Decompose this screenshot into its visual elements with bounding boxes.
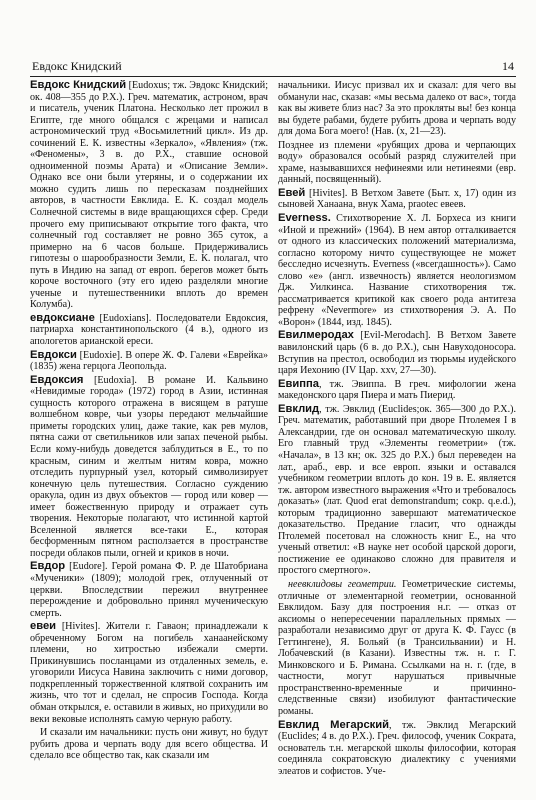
entry-text: [Eudoxus; тж. Эвдокс Книдский; ок. 408—355 до Р.Х.). Греч. математик, астроном, врач и писатель, ученик Платона. Несколько лет прожил в Египте, где много общался с жрецами и написал астрономический труд «Восьмилетний цикл». Из др. сочинений Е. К. известны «Зеркало», «Явления» (тж. «Феномены», 3 в. до Р.Х., ставшие основой одноименной поэмы Арата) и «Описание Земли». Однако все они были утеряны, и о содержании их можно судить лишь по пересказам позднейших авторов, в частности Евклида. Е. К. создал модель Солнечной системы в виде вращающихся сфер. Среди прочего ему приписывают открытие того факта, что солнечный год составляет не ровно 365 суток, а примерно на 6 часов больше. Придерживались гипотезы о шарообразности Земли, Е. К. полагал, что путь в Индию на запад от европ. берегов может быть короче восточного (эту его идею разделяли многие ученые и путешественники вплоть до времен Колумба). xyxy=(30,80,268,311)
dictionary-entry xyxy=(30,80,268,311)
right-column xyxy=(278,80,516,785)
dictionary-entry xyxy=(30,375,268,560)
dictionary-entry xyxy=(278,379,516,402)
entry-headword: евеи xyxy=(30,620,57,633)
entry-headword: евдоксиане xyxy=(30,311,95,324)
entry-headword: Евдокси xyxy=(30,348,77,361)
entry-subterm: неевклидовы геометрии. xyxy=(288,578,397,590)
entry-text: Позднее из племени «рубящих дрова и черпающих воду» образовался особый разряд служителей при храме, называвшихся нефинеями или нетинеями (евр. данный, посвященный). xyxy=(278,139,516,186)
dictionary-entry xyxy=(30,621,268,725)
dictionary-entry xyxy=(30,350,268,373)
entry-text: [Hivites]. Жители г. Гаваон; принадлежали к обреченному Богом на погибель ханаанейскому племени, но хитростью избежали смерти. Прикинувшись посланцами из отдаленных земель, е. уговорили Иисуса Навина заключить с ними договор, подкрепленный торжественной клятвой сохранить им жизнь, что тот и сделал, не спросив Господа. Когда обман открылся, е. оставили в живых, но прихудили во веки вековые исполнять самую черную работу. xyxy=(30,621,268,725)
running-head: Евдокс Книдский xyxy=(32,59,122,73)
entry-text: [Eudoxians]. Последователи Евдоксия, патриарха константинопольского (4 в.), одного из апологетов арианской ереси. xyxy=(30,312,268,348)
entry-headword: Евдор xyxy=(30,560,66,573)
entry-headword: Евей xyxy=(278,186,306,199)
entry-text: [Eudore]. Герой романа Ф. Р. де Шатобриана «Мученики» (1809); молодой грек, отлученный от церкви. Впоследствии пережил внутреннее перерождение и добровольно принял мученическую смерть. xyxy=(30,561,268,619)
dictionary-entry xyxy=(278,188,516,211)
entry-text: [Eudoxia]. В романе И. Кальвино «Невидимые города» (1972) город в Азии, истинная сущность которого отражена в висящем в ратуше волшебном ковре, чьи узоры передают мельчайшие приметы городских улиц, даже такие, как рев мулов, пятна сажи от светильников или запах печеной рыбы. Если кому-нибудь доведется заблудиться в Е., то по красным, синим и желтым нитям ковра, можно отследить пурпурный узел, который символизирует конечную цель путешествия. Согласно суждению оракула, один из двух объектов — город или ковер — имеет божественную природу и отражает суть творения. Некоторые полагают, что истинной картой Вселенной является все-таки Е., которая бесформенным пятном расползается в пространстве посреди облаков пыли, огней и криков в ночи. xyxy=(30,374,268,559)
entry-text: , тж. Эвиппа. В греч. мифологии жена македонского царя Пиера и мать Пиерид. xyxy=(278,378,516,402)
entry-text: Геометрические системы, отличные от элементарной геометрии, основанной Евклидом. Базу для построения н.г. — отказ от аксиомы о непересечении параллельных прямых — разработали независимо друг от друга К. Ф. Гаусс (в Геттингене), Я. Больяй (в Трансильвании) и Н. Лобачевский (в Казани). Известны тж. н. г. Г. Минковского и Б. Римана. Ссылками на н. г. (где, в частности, могут нарушаться привычные пространственно-временные и причинно-следственные связи) изобилуют фантастические романы. xyxy=(278,578,516,717)
left-column xyxy=(30,80,268,785)
entry-text: И сказали им начальники: пусть они живут, но будут рубить дрова и черпать воду для всего общества. И сделало все общество так, как сказали им xyxy=(30,727,268,762)
entry-headword: Евдокс Книдский xyxy=(30,80,127,91)
entry-text: , тж. Эвклид (Euclides;ок. 365—300 до Р.Х.). Греч. математик, работавший при дворе Птолемея I в Александрии, где он основал математическую школу. Его главный труд «Элементы геометрии» (тж. «Начала», в 13 кн; ок. 325 до Р.Х.) был переведен на лат., араб., евр. и все европ. языки и оставался учебником геометрии вплоть до кон. 19 в. Е. является тж. автором известного выражения «Что и требовалось доказать» (лат. Quod erat demonstrandum; сокр. q.e.d.), которым традиционно завершают математическое доказательство. Предание гласит, что однажды Птолемей посетовал на сложность книг Е., на что ученый ответил: «В науке нет особой царской дороги, постижение ее одинаково сложно для правителя и простого смертного». xyxy=(278,403,516,577)
entry-text: [Evil-Merodach]. В Ветхом Завете вавилонский царь (6 в. до Р.Х.), сын Навуходоносора. Вступив на престол, освободил из тюрьмы иудейского царя Иехонию (IV Цар. xxv, 27—30). xyxy=(278,330,516,377)
entry-text: [Eudoxie]. В опере Ж. Ф. Галеви «Еврейка» (1835) жена герцога Леопольда. xyxy=(30,349,268,373)
dictionary-entry xyxy=(278,80,516,138)
dictionary-entry xyxy=(278,330,516,376)
entry-text: Стихотворение Х. Л. Борхеса из книги «Иной и прежний» (1964). В нем автор отталкивается от одного из классических положений материализма, согласно которому ничто существующее не может бесследно исчезнуть. Everness («всегдашность»). Само слово «е» (англ. извечность) является неологизмом Дж. Уилкинса. Название стихотворения тж. рассматривается критикой как своего рода антитеза рефрену «Nevermore» из стихотворения Э. А. По «Ворон» (1844, изд. 1845). xyxy=(278,213,516,328)
entry-headword: Евклид Мегарский xyxy=(278,718,390,731)
entry-headword: Евиппа xyxy=(278,377,319,390)
page-header xyxy=(30,56,516,77)
entry-text: [Hivites]. В Ветхом Завете (Быт. x, 17) один из сыновей Ханаана, внук Хама, praotec евеев. xyxy=(278,187,516,211)
dictionary-entry xyxy=(278,213,516,328)
dictionary-entry xyxy=(30,313,268,348)
dictionary-entry xyxy=(30,561,268,619)
dictionary-entry xyxy=(278,579,516,718)
dictionary-entry xyxy=(30,727,268,762)
page-number: 14 xyxy=(502,59,514,73)
entry-text: , тж. Эвклид Мегарский (Euclides; 4 в. до Р.Х.). Греч. философ, ученик Сократа, основатель т.н. мегарской школы философии, которая соединяла сократовскую диалектику с учениями элеатов и софистов. Уче- xyxy=(278,719,516,777)
entry-headword: Everness. xyxy=(278,212,331,225)
entry-headword: Евдоксия xyxy=(30,373,84,386)
entry-headword: Евклид xyxy=(278,402,320,415)
dictionary-entry xyxy=(278,140,516,186)
dictionary-entry xyxy=(278,404,516,577)
entry-text: начальники. Иисус призвал их и сказал: для чего вы обманули нас, сказав: «мы весьма далеко от вас», тогда как вы живете близ нас? За это прокляты вы! без конца вы будете рабами, будете рубить дрова и черпать воду для дома Бога моего! (Нав. (х, 21—23). xyxy=(278,80,516,138)
dictionary-entry xyxy=(278,720,516,778)
entry-headword: Евилмеродах xyxy=(278,329,354,342)
